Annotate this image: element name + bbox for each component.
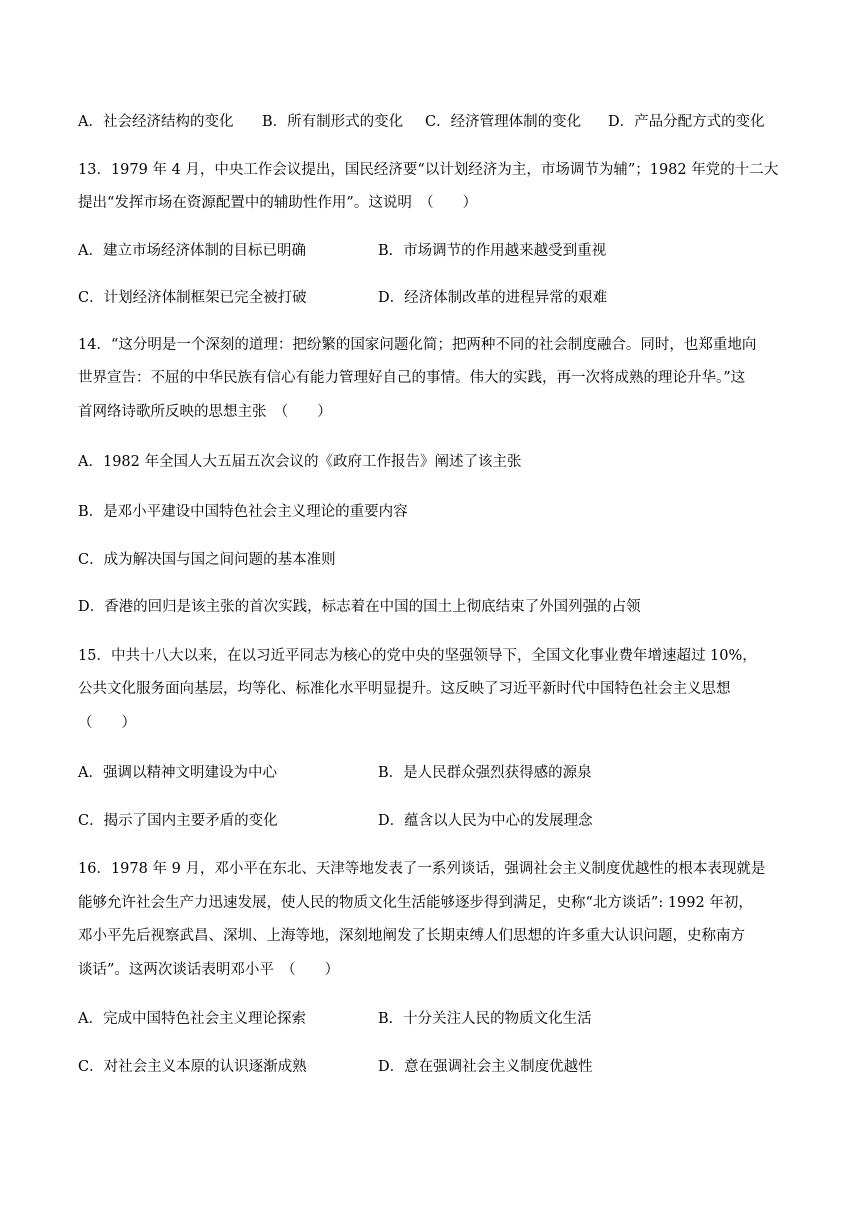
q13-stem-line-2: 提出“发挥市场在资源配置中的辅助性作用”。这说明 （ ） bbox=[78, 195, 478, 211]
q15-option-a: A．强调以精神文明建设为中心 bbox=[78, 765, 277, 781]
q14-option-d: D．香港的回归是该主张的首次实践，标志着在中国的国土上彻底结束了外国列强的占领 bbox=[78, 599, 641, 615]
q14-option-c: C．成为解决国与国之间问题的基本准则 bbox=[78, 552, 336, 568]
q13-option-b: B．市场调节的作用越来越受到重视 bbox=[378, 243, 607, 259]
q16-option-c: C．对社会主义本原的认识逐渐成熟 bbox=[78, 1059, 307, 1075]
q12-option-d: D．产品分配方式的变化 bbox=[608, 114, 765, 130]
q15-option-b: B．是人民群众强烈获得感的源泉 bbox=[378, 765, 592, 781]
q12-option-a: A．社会经济结构的变化 bbox=[78, 114, 234, 130]
q16-stem-line-2: 能够允许社会生产力迅速发展，使人民的物质文化生活能够逐步得到满足，史称“北方谈话”: 1992 年初， bbox=[78, 895, 753, 911]
q12-option-b: B．所有制形式的变化 bbox=[262, 114, 404, 130]
q14-stem-line-2: 世界宣告：不屈的中华民族有信心有能力管理好自己的事情。伟大的实践，再一次将成熟的理论升华。”这 bbox=[78, 370, 746, 386]
q15-stem-line-3: （ ） bbox=[78, 715, 136, 731]
q14-stem-line-3: 首网络诗歌所反映的思想主张 （ ） bbox=[78, 404, 332, 420]
q16-stem-line-3: 邓小平先后视察武昌、深圳、上海等地，深刻地阐发了长期束缚人们思想的许多重大认识问题，史称南方 bbox=[78, 928, 745, 944]
q16-option-d: D．意在强调社会主义制度优越性 bbox=[378, 1059, 593, 1075]
q12-option-c: C．经济管理体制的变化 bbox=[425, 114, 582, 130]
q16-option-b: B．十分关注人民的物质文化生活 bbox=[378, 1011, 592, 1027]
q15-option-c: C．揭示了国内主要矛盾的变化 bbox=[78, 813, 278, 829]
q16-option-a: A．完成中国特色社会主义理论探索 bbox=[78, 1011, 306, 1027]
q15-stem-line-1: 15．中共十八大以来，在以习近平同志为核心的党中央的坚强领导下，全国文化事业费年增速超过 10%， bbox=[78, 648, 757, 664]
q16-stem-line-1: 16．1978 年 9 月，邓小平在东北、天津等地发表了一系列谈话，强调社会主义制度优越性的根本表现就是 bbox=[78, 861, 766, 877]
q15-option-d: D．蕴含以人民为中心的发展理念 bbox=[378, 813, 593, 829]
q13-option-c: C．计划经济体制框架已完全被打破 bbox=[78, 290, 307, 306]
q13-option-a: A．建立市场经济体制的目标已明确 bbox=[78, 243, 306, 259]
q14-option-b: B．是邓小平建设中国特色社会主义理论的重要内容 bbox=[78, 504, 408, 520]
q14-stem-line-1: 14．“这分明是一个深刻的道理：把纷繁的国家问题化简；把两种不同的社会制度融合。同时，也郑重地向 bbox=[78, 337, 757, 353]
q16-stem-line-4: 谈话”。这两次谈话表明邓小平 （ ） bbox=[78, 962, 340, 978]
q13-option-d: D．经济体制改革的进程异常的艰难 bbox=[378, 290, 608, 306]
q15-stem-line-2: 公共文化服务面向基层，均等化、标准化水平明显提升。这反映了习近平新时代中国特色社会主义思想 bbox=[78, 681, 731, 697]
q13-stem-line-1: 13．1979 年 4 月，中央工作会议提出，国民经济要“以计划经济为主，市场调节为辅”；1982 年党的十二大 bbox=[78, 162, 779, 178]
q14-option-a: A．1982 年全国人大五届五次会议的《政府工作报告》阐述了该主张 bbox=[78, 454, 522, 470]
